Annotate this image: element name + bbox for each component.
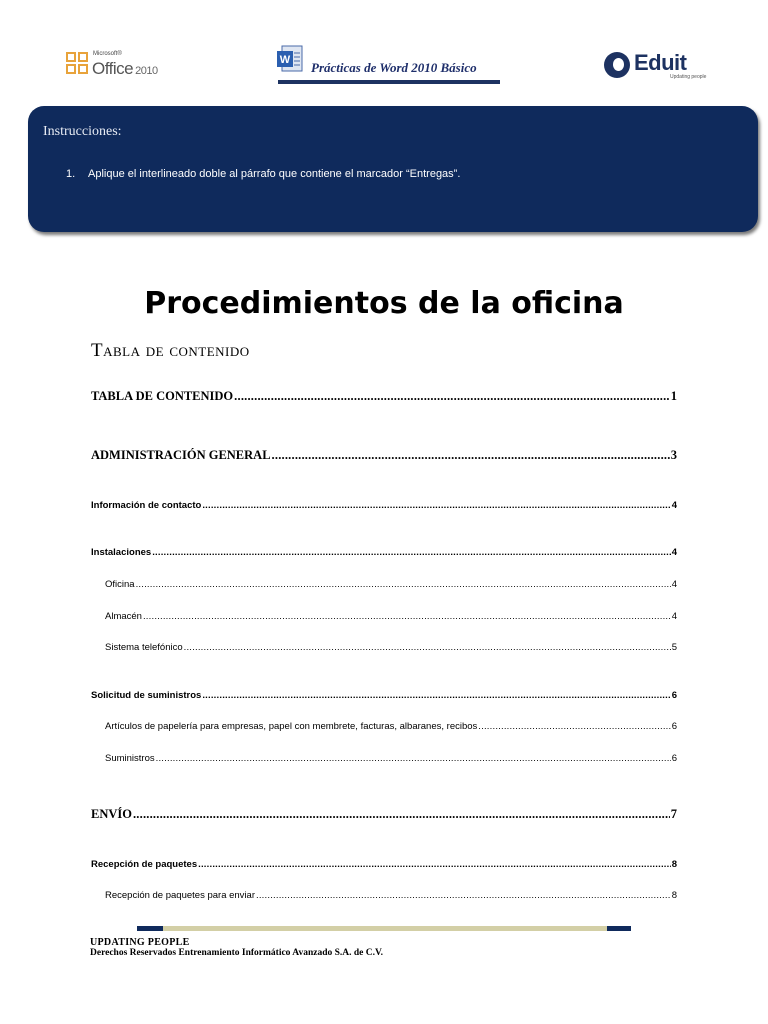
office-brand: Office 2010 [92,59,158,78]
instruction-text: Aplique el interlineado doble al párrafo que contiene el marcador “Entregas”. [88,168,461,180]
toc-entry-page: 6 [671,753,677,764]
toc-entry[interactable] [105,611,677,622]
toc-entry-label: Instalaciones [91,547,152,558]
toc-leader-dots [184,642,671,653]
toc-entry-page: 8 [671,859,677,870]
document-title: Procedimientos de la oficina [144,286,624,321]
toc-entry-page: 5 [671,642,677,653]
eduit-brand: Eduit [634,50,687,75]
toc-entry-label: TABLA DE CONTENIDO [91,389,234,403]
toc-entry-label: Oficina [105,579,135,590]
toc-entry[interactable] [91,807,677,822]
toc-leader-dots [133,807,670,822]
toc-entry-label: Información de contacto [91,500,202,511]
toc-leader-dots [478,721,670,732]
toc-entry[interactable] [91,859,677,870]
toc-entry-label: ADMINISTRACIÓN GENERAL [91,448,271,462]
toc-entry[interactable] [105,753,677,764]
footer-bar-left [137,926,163,931]
toc-entry-label: Sistema telefónico [105,642,183,653]
toc-entry-page: 7 [670,807,677,821]
toc-leader-dots [202,500,670,511]
page-header [0,0,768,90]
toc-entry-page: 6 [671,721,677,732]
toc-entry-page: 4 [671,547,677,558]
toc-entry[interactable] [91,448,677,463]
toc-entry-label: ENVÍO [91,807,132,821]
header-rule [278,80,500,84]
toc-leader-dots [198,859,671,870]
toc-entry[interactable] [91,500,677,511]
toc-entry-page: 1 [670,389,677,403]
toc-entry[interactable] [105,721,677,732]
toc-entry[interactable] [105,890,677,901]
toc-entry-label: Solicitud de suministros [91,690,202,701]
instruction-item [66,168,460,180]
toc-heading: Tabla de contenido [91,340,250,361]
toc-entry[interactable] [105,642,677,653]
toc-leader-dots [234,389,670,404]
footer-bar-right [607,926,631,931]
toc-entry-label: Artículos de papelería para empresas, papel con membrete, facturas, albaranes, recibos [105,721,478,732]
toc-leader-dots [156,753,671,764]
toc-entry-page: 4 [671,500,677,511]
toc-entry-page: 4 [671,579,677,590]
footer-copyright: Derechos Reservados Entrenamiento Informático Avanzado S.A. de C.V. [90,948,383,958]
toc-leader-dots [202,690,670,701]
toc-entry[interactable] [91,547,677,558]
toc-entry-page: 3 [670,448,677,462]
eduit-circle-icon [604,52,630,78]
toc-entry-label: Recepción de paquetes para enviar [105,890,255,901]
toc-entry-page: 4 [671,611,677,622]
instructions-box [28,106,758,232]
eduit-tagline: Updating people [670,74,707,80]
instructions-title: Instrucciones: [43,124,122,139]
toc-entry[interactable] [91,389,677,404]
office-squares-icon [66,52,90,76]
toc-leader-dots [136,579,671,590]
office-year: 2010 [135,65,158,77]
toc-entry-page: 8 [671,890,677,901]
toc-entry-label: Recepción de paquetes [91,859,198,870]
header-title: Prácticas de Word 2010 Básico [311,60,477,75]
toc-entry[interactable] [105,579,677,590]
toc-leader-dots [152,547,671,558]
toc-leader-dots [272,448,670,463]
toc-entry[interactable] [91,690,677,701]
svg-text:W: W [279,54,291,66]
eduit-logo [604,50,714,80]
toc-entry-label: Suministros [105,753,155,764]
toc-entry-label: Almacén [105,611,142,622]
office-brand-small: Microsoft® [93,51,122,57]
footer-bar-middle [163,926,607,931]
office-2010-logo [66,50,176,82]
instruction-number: 1. [66,168,76,180]
word-document-icon [276,44,306,74]
toc-entry-page: 6 [671,690,677,701]
footer-tagline: UPDATING PEOPLE [90,937,190,948]
toc-leader-dots [143,611,671,622]
toc-leader-dots [256,890,671,901]
